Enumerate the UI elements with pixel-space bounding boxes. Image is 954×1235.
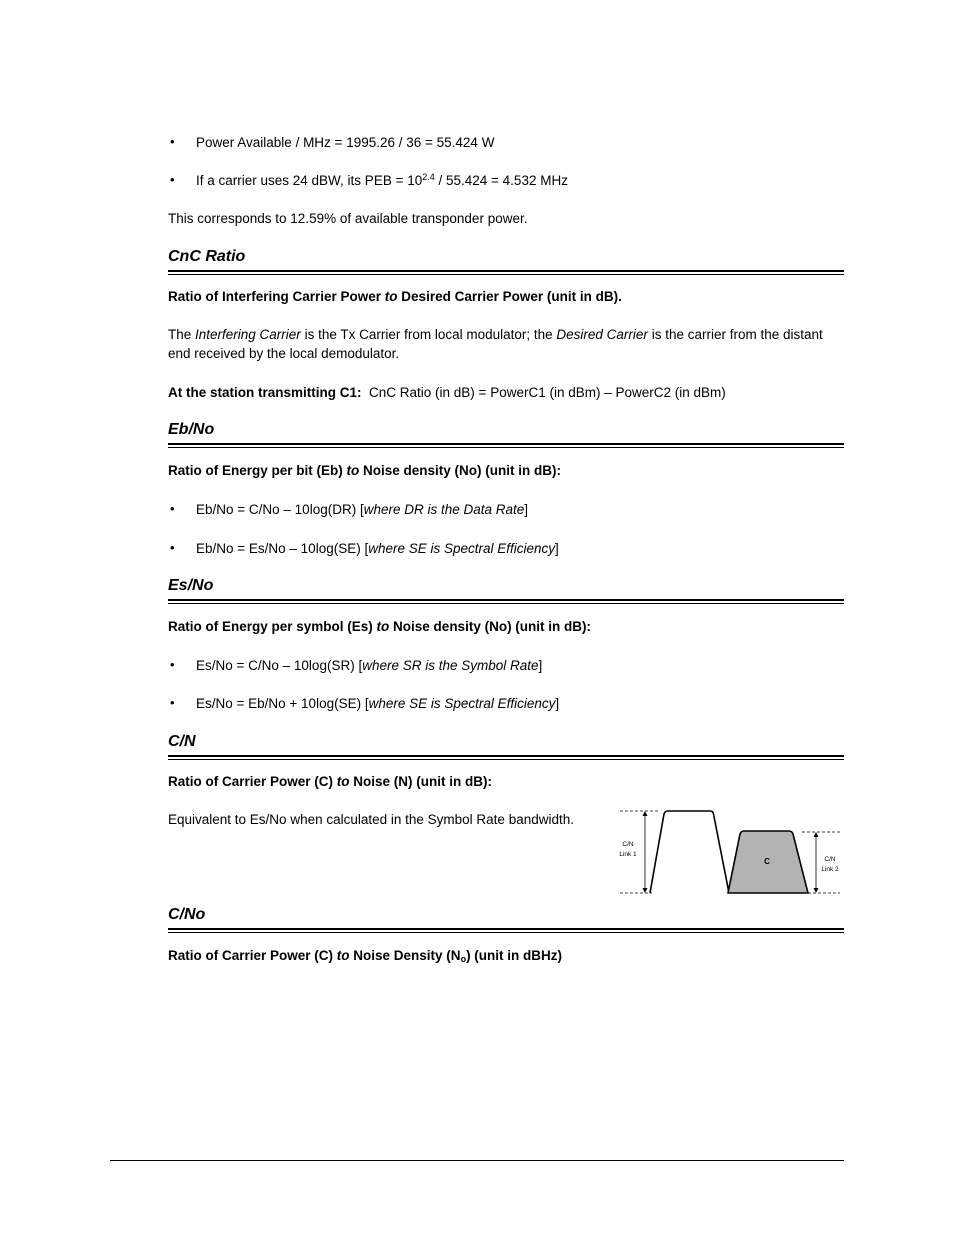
definition: Ratio of Energy per bit (Eb) to Noise density (No) (unit in dB): (168, 463, 562, 478)
arrowhead-up-icon (814, 832, 819, 837)
list-item-text: Eb/No = C/No – 10log(DR) [where DR is the Data Rate] (196, 502, 529, 517)
heading-rule (168, 932, 844, 933)
arrowhead-up-icon (643, 811, 648, 816)
link-1-label: Link 1 (619, 851, 637, 858)
exponent: 2.4 (422, 172, 435, 182)
list-item-text: Power Available / MHz = 1995.26 / 36 = 55.424 W (196, 135, 495, 150)
list-item-text: Es/No = C/No – 10log(SR) [where SR is the Symbol Rate] (196, 658, 543, 673)
heading-rule (168, 270, 844, 272)
footer-rule (110, 1160, 844, 1161)
bullet-icon: • (170, 540, 175, 555)
heading-rule (168, 603, 844, 604)
section-heading-cnc: CnC Ratio (168, 248, 246, 265)
list-item-text: Eb/No = Es/No – 10log(SE) [where SE is Spectral Efficiency] (196, 541, 559, 556)
summary-paragraph: This corresponds to 12.59% of available transponder power. (168, 211, 528, 226)
heading-rule (168, 443, 844, 445)
link-2-label: C/N (824, 856, 836, 863)
link-2-label: Link 2 (821, 866, 839, 873)
arrowhead-down-icon (643, 888, 648, 893)
paragraph: Equivalent to Es/No when calculated in the Symbol Rate bandwidth. (168, 812, 574, 827)
bullet-icon: • (170, 172, 175, 187)
cn-link-diagram (612, 806, 844, 898)
definition: Ratio of Carrier Power (C) to Noise (N) (unit in dB): (168, 774, 493, 789)
link-1-label: C/N (622, 841, 634, 848)
heading-rule (168, 447, 844, 448)
bullet-icon: • (170, 134, 175, 149)
definition: Ratio of Interfering Carrier Power to Desired Carrier Power (unit in dB). (168, 289, 622, 304)
definition: Ratio of Energy per symbol (Es) to Noise density (No) (unit in dB): (168, 619, 592, 634)
bullet-icon: • (170, 695, 175, 710)
formula-paragraph: At the station transmitting C1: CnC Ratio (in dB) = PowerC1 (in dBm) – PowerC2 (in dBm) (168, 385, 726, 400)
bullet-icon: • (170, 501, 175, 516)
heading-rule (168, 274, 844, 275)
list-item-text: If a carrier uses 24 dBW, its PEB = $10^{2.4} / 55.424 = 4.532$ MHz (196, 172, 568, 188)
arrowhead-down-icon (814, 888, 819, 893)
carrier-shape-link-1 (650, 811, 729, 893)
list-item-text: Es/No = Eb/No + 10log(SE) [where SE is Spectral Efficiency] (196, 696, 560, 711)
section-heading-cn: C/N (168, 733, 196, 750)
section-heading-cno: C/No (168, 906, 206, 923)
bullet-icon: • (170, 657, 175, 672)
heading-rule (168, 599, 844, 601)
carrier-label: C (764, 857, 770, 866)
heading-rule (168, 755, 844, 757)
section-heading-esno: Es/No (168, 577, 214, 594)
definition: Ratio of Carrier Power (C) to Noise Density $(N_o)$ (unit in dBHz) (168, 948, 563, 964)
heading-rule (168, 759, 844, 760)
paragraph: The Interfering Carrier is the Tx Carrier from local modulator; the Desired Carrier is the carrier from the distant end received by the local demodulator. (168, 327, 823, 361)
heading-rule (168, 928, 844, 930)
section-heading-ebno: Eb/No (168, 421, 215, 438)
